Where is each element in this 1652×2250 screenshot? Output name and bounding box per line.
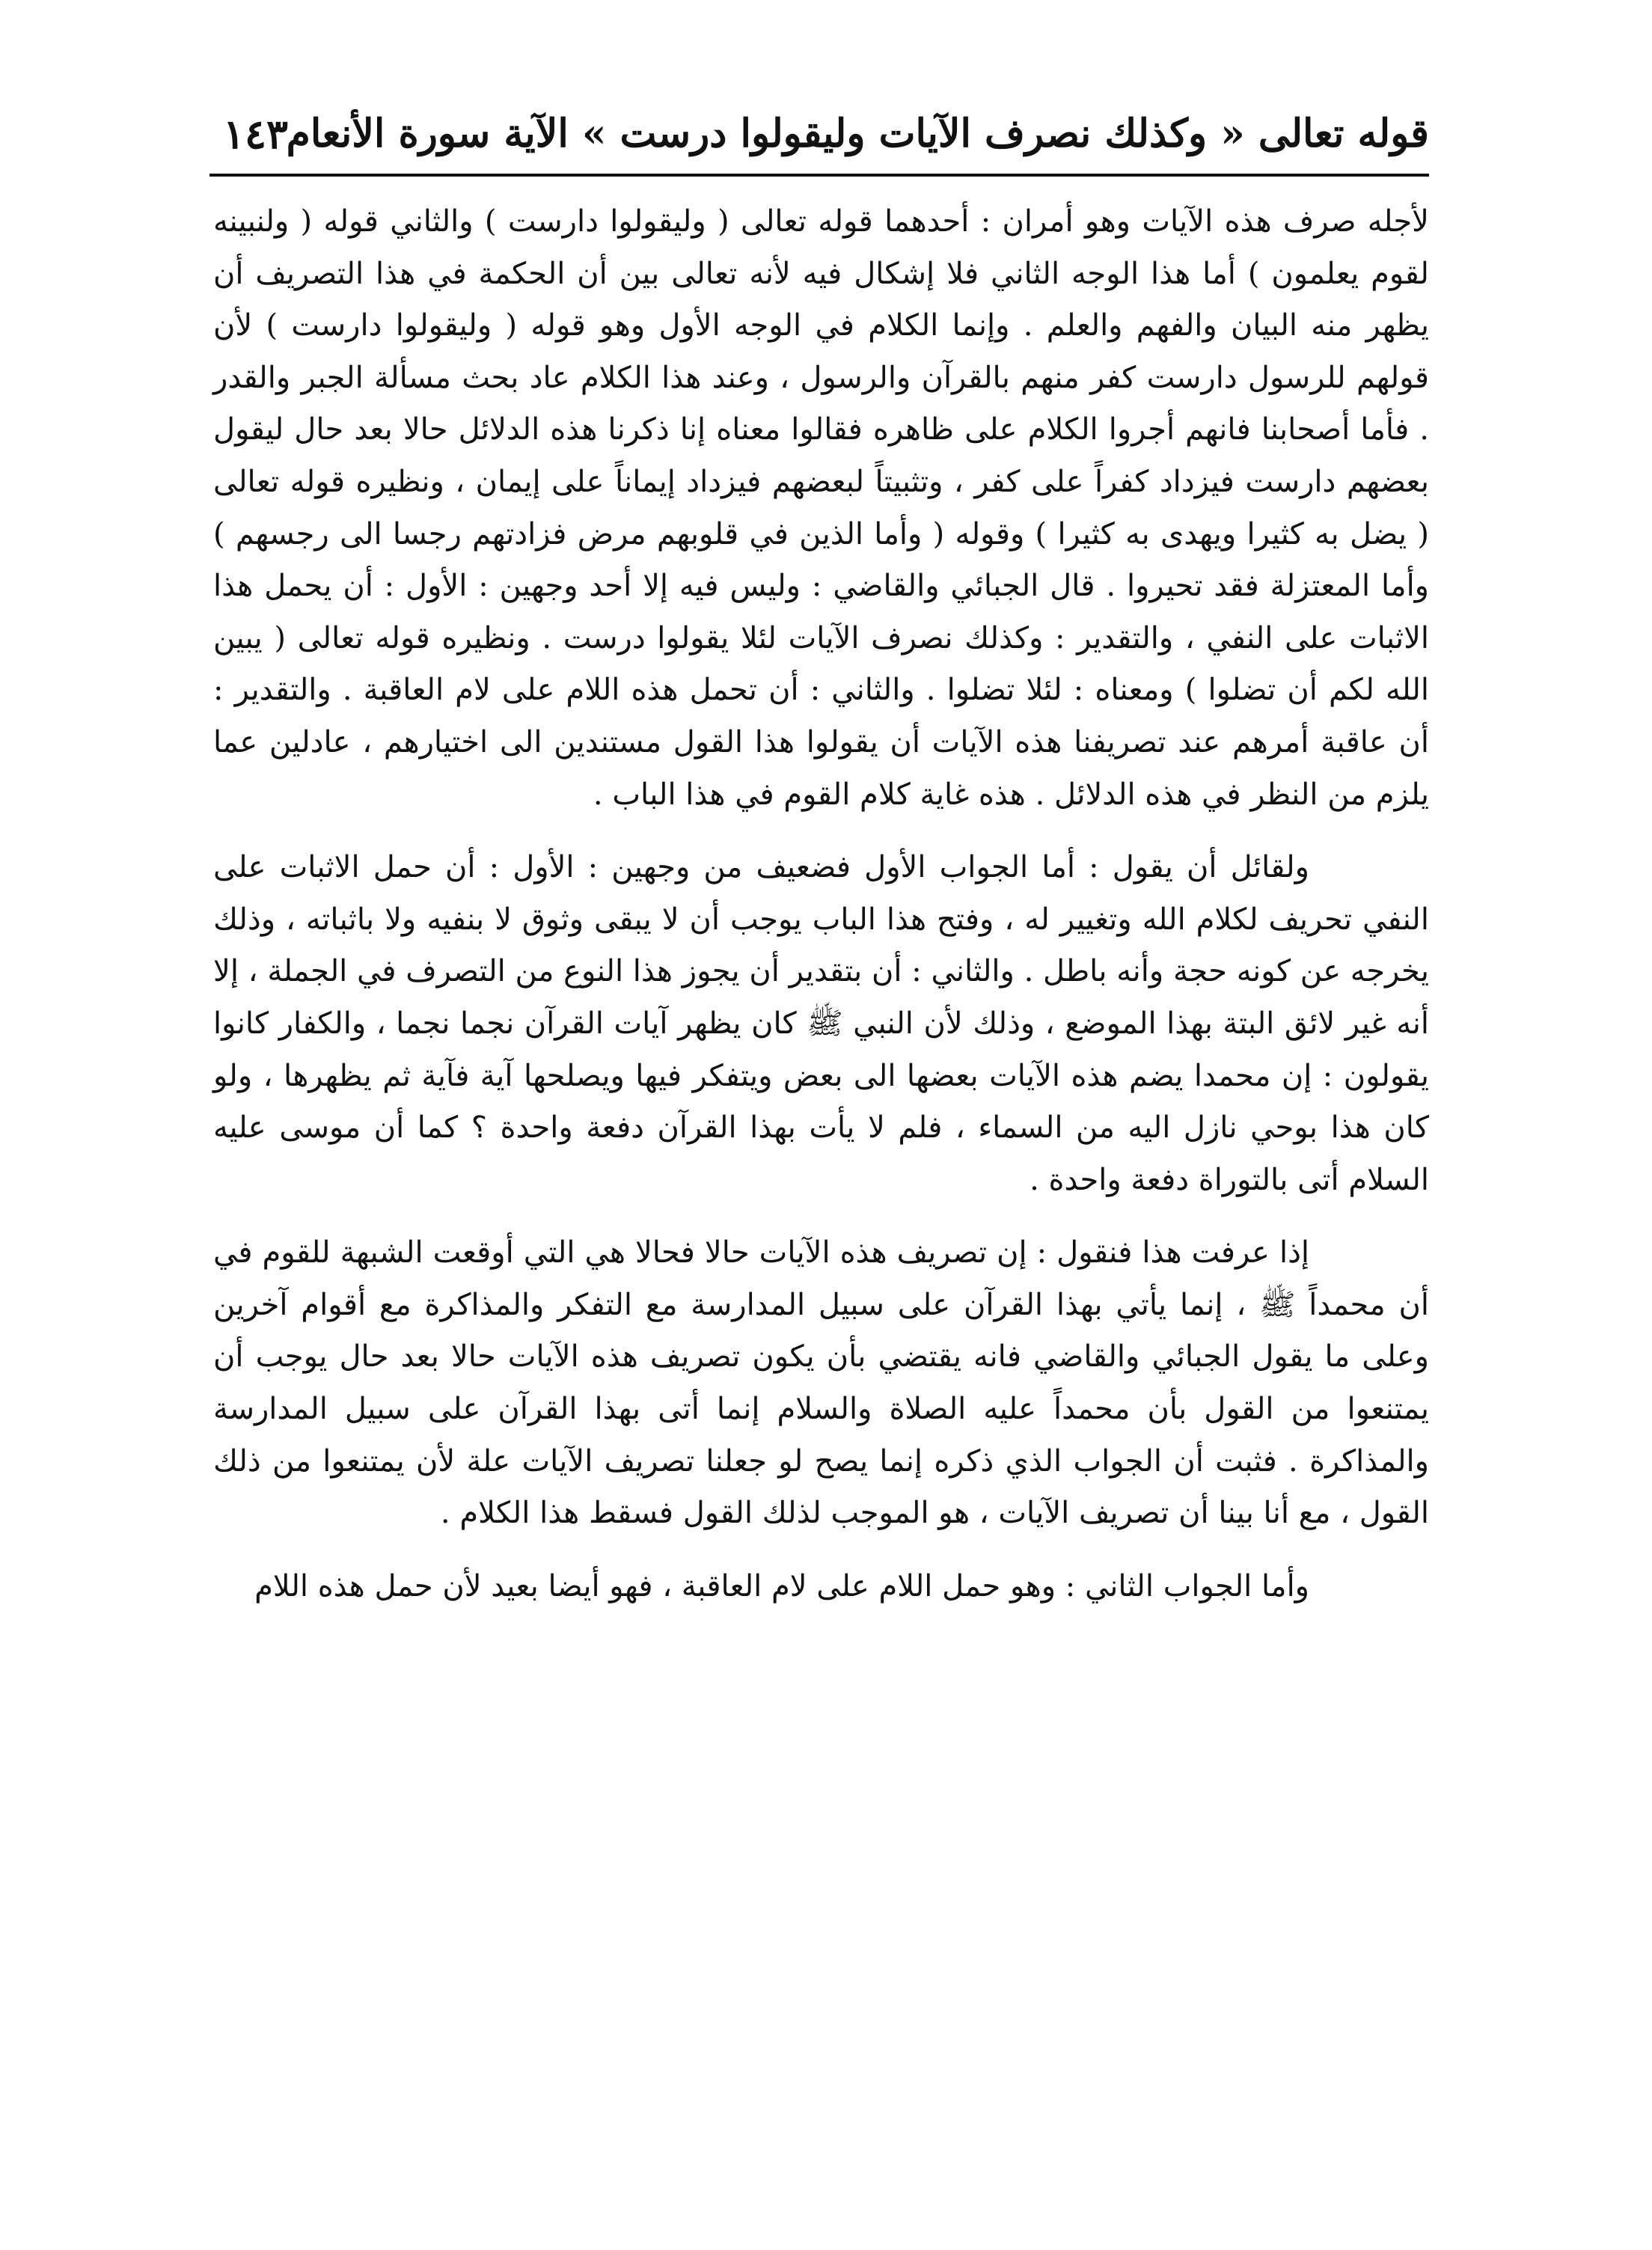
header-title: قوله تعالى « وكذلك نصرف الآيات وليقولوا درست » الآية سورة الأنعام xyxy=(286,111,1429,156)
paragraph-4: وأما الجواب الثاني : وهو حمل اللام على لام العاقبة ، فهو أيضا بعيد لأن حمل هذه اللام xyxy=(254,1568,1309,1604)
paragraph-2: ولقائل أن يقول : أما الجواب الأول فضعيف من وجهين : الأول : أن حمل الاثبات على النفي تحريف لكلام الله وتغيير له ، وفتح هذا الباب يوجب أن لا يبقى وثوق لا بنفيه ولا باثباته ، وذلك يخرجه عن كونه حجة وأنه باطل . والثاني : أن بتقدير أن يجوز هذا النوع من التصرف في الجملة ، إلا أنه غير لائق البتة بهذا الموضع ، وذلك لأن النبي ﷺ كان يظهر آيات القرآن نجما نجما ، والكفار كانوا يقولون : إن محمدا يضم هذه الآيات بعضها الى بعض ويتفكر فيها ويصلحها آية فآية ثم يظهرها ، ولو كان هذا بوحي نازل اليه من السماء ، فلم لا يأت بهذا القرآن دفعة واحدة ؟ كما أن موسى عليه السلام أتى بالتوراة دفعة واحدة . xyxy=(213,850,1429,1197)
paragraph-1: لأجله صرف هذه الآيات وهو أمران : أحدهما قوله تعالى ( وليقولوا دارست ) والثاني قوله ( ولنبينه لقوم يعلمون ) أما هذا الوجه الثاني فلا إشكال فيه لأنه تعالى بين أن الحكمة في هذا التصريف أن يظهر منه البيان والفهم والعلم . وإنما الكلام في الوجه الأول وهو قوله ( وليقولوا دارست ) لأن قولهم للرسول دارست كفر منهم بالقرآن والرسول ، وعند هذا الكلام عاد بحث مسألة الجبر والقدر . فأما أصحابنا فانهم أجروا الكلام على ظاهره فقالوا معناه إنا ذكرنا هذه الدلائل حالا بعد حال ليقول بعضهم دارست فيزداد كفراً على كفر ، وتثبيتاً لبعضهم فيزداد إيماناً على إيمان ، ونظيره قوله تعالى ( يضل به كثيرا ويهدى به كثيرا ) وقوله ( وأما الذين في قلوبهم مرض فزادتهم رجسا الى رجسهم ) وأما المعتزلة فقد تحيروا . قال الجبائي والقاضي : وليس فيه إلا أحد وجهين : الأول : أن يحمل هذا الاثبات على النفي ، والتقدير : وكذلك نصرف الآيات لئلا يقولوا درست . ونظيره قوله تعالى ( يبين الله لكم أن تضلوا ) ومعناه : لئلا تضلوا . والثاني : أن تحمل هذه اللام على لام العاقبة . والتقدير : أن عاقبة أمرهم عند تصريفنا هذه الآيات أن يقولوا هذا القول مستندين الى اختيارهم ، عادلين عما يلزم من النظر في هذه الدلائل . هذه غاية كلام القوم في هذا الباب . xyxy=(213,204,1429,812)
running-header xyxy=(209,105,1429,165)
page-number: ١٤٣ xyxy=(223,110,289,158)
header-rule xyxy=(209,174,1429,177)
body-text xyxy=(213,196,1429,1612)
paragraph-3: إذا عرفت هذا فنقول : إن تصريف هذه الآيات حالا فحالا هي التي أوقعت الشبهة للقوم في أن محمداً ﷺ ، إنما يأتي بهذا القرآن على سبيل المدارسة مع التفكر والمذاكرة مع أقوام آخرين وعلى ما يقول الجبائي والقاضي فانه يقتضي بأن يكون تصريف هذه الآيات حالا بعد حال يوجب أن يمتنعوا من القول بأن محمداً عليه الصلاة والسلام إنما أتى بهذا القرآن على سبيل المدارسة والمذاكرة . فثبت أن الجواب الذي ذكره إنما يصح لو جعلنا تصريف الآيات علة لأن يمتنعوا من ذلك القول ، مع أنا بينا أن تصريف الآيات ، هو الموجب لذلك القول فسقط هذا الكلام . xyxy=(213,1235,1429,1531)
